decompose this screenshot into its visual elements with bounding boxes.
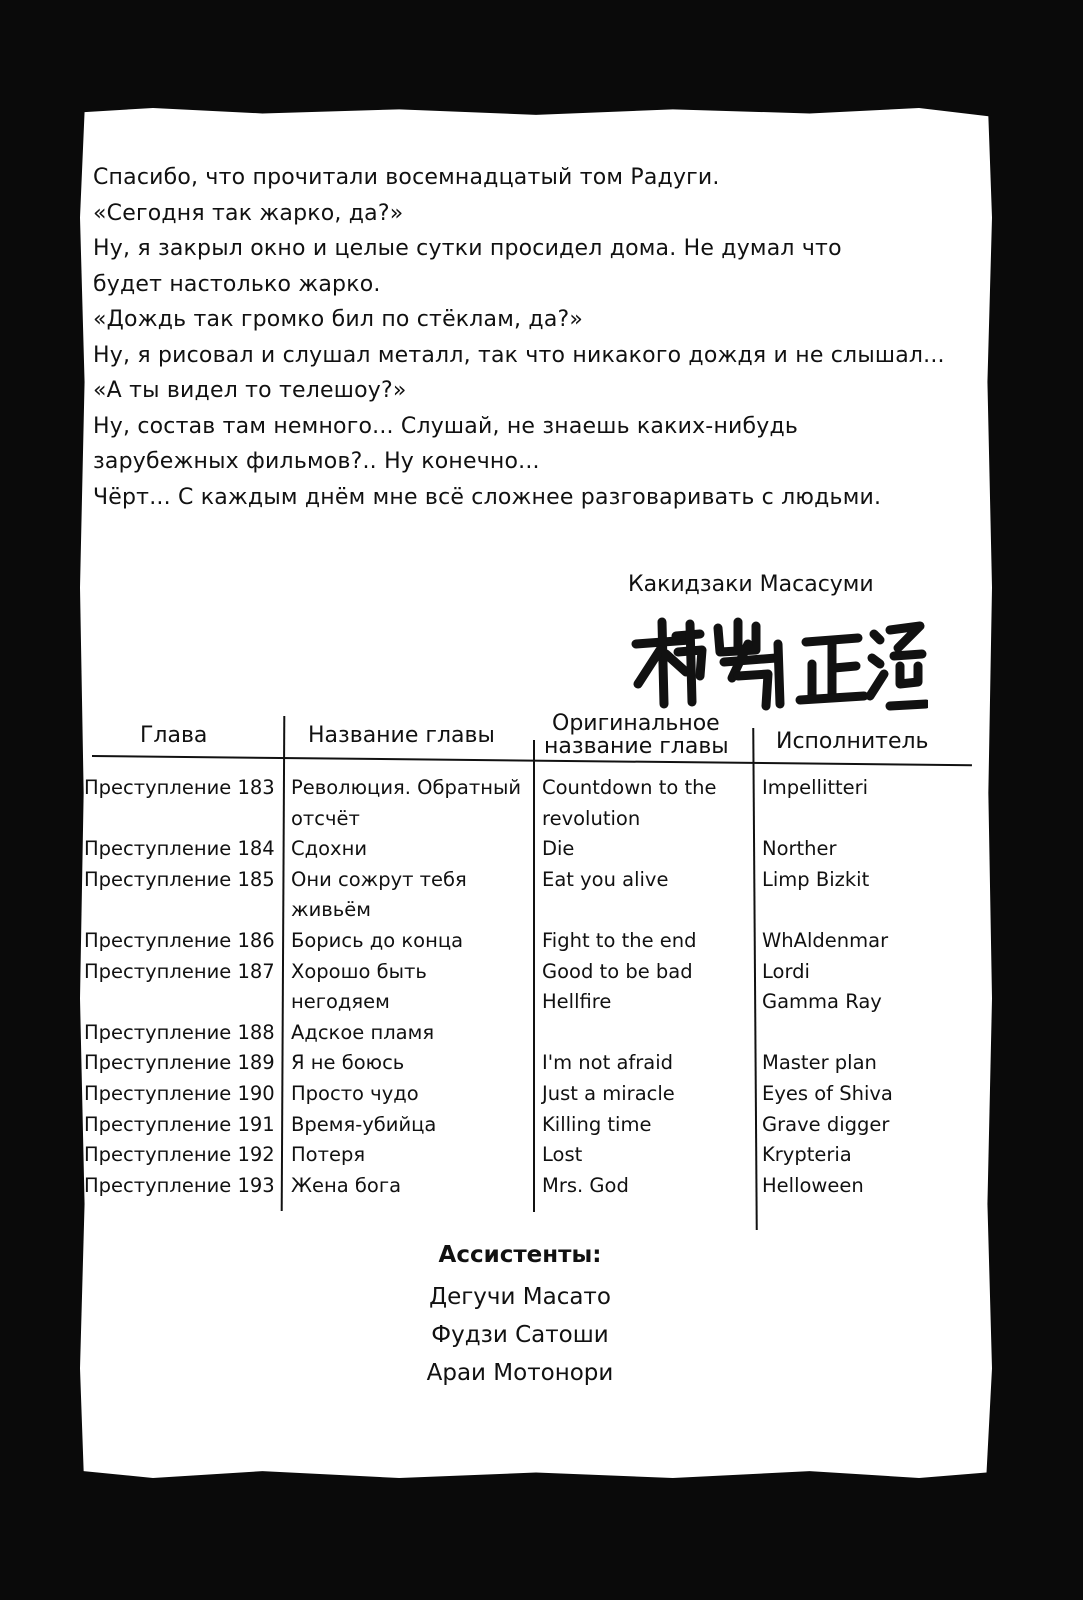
message-line: «А ты видел то телешоу?» [93, 378, 407, 403]
table-cell: Impellitteri [762, 776, 869, 799]
table-cell: Борись до конца [291, 928, 464, 952]
signature-kanji-brush [628, 614, 928, 714]
assistant-name: Араи Мотонори [426, 1360, 614, 1386]
table-cell: Они сожрут тебя [291, 867, 467, 891]
header-original-line2: название главы [544, 734, 729, 759]
table-cell: Fight to the end [542, 928, 697, 952]
title-column [291, 773, 521, 1201]
table-cell [84, 895, 275, 926]
table-cell: Преступление 191 [84, 1112, 275, 1136]
table-cell: Хорошо быть [291, 959, 427, 983]
table-cell [542, 1018, 717, 1049]
assistants-heading: Ассистенты: [438, 1242, 602, 1268]
message-line: Спасибо, что прочитали восемнадцатый том Радуги. [93, 165, 720, 190]
table-cell: Die [542, 837, 575, 861]
afterword-message [93, 160, 993, 515]
message-line: «Дождь так громко бил по стёклам, да?» [93, 307, 584, 332]
message-line: Ну, я рисовал и слушал металл, так что никакого дождя и не слышал... [93, 342, 945, 368]
table-cell: Сдохни [291, 837, 367, 861]
artist-column [762, 773, 893, 1201]
message-line: зарубежных фильмов?.. Ну конечно... [93, 449, 540, 474]
table-cell: Eat you alive [542, 867, 669, 891]
table-cell: Helloween [762, 1173, 864, 1197]
table-cell: Жена бога [291, 1173, 402, 1197]
table-cell: Hellfire [542, 990, 612, 1014]
table-cell: Преступление 192 [84, 1143, 275, 1167]
table-cell: Norther [762, 837, 837, 861]
table-cell: Lordi [762, 959, 810, 983]
message-line: «Сегодня так жарко, да?» [93, 200, 404, 226]
table-cell [84, 987, 275, 1018]
table-cell: Grave digger [762, 1112, 890, 1136]
message-line: Ну, я закрыл окно и целые сутки просидел дома. Не думал что [93, 236, 842, 261]
table-cell: Gamma Ray [762, 990, 882, 1014]
assistant-name: Фудзи Сатоши [431, 1322, 609, 1348]
header-title: Название главы [308, 723, 495, 748]
table-cell: Преступление 186 [84, 928, 275, 952]
table-cell [762, 1018, 893, 1049]
header-original-line1: Оригинальное [552, 711, 720, 736]
table-cell: Countdown to the [542, 776, 717, 799]
table-cell: Преступление 189 [84, 1051, 275, 1075]
original-title-column [542, 773, 717, 1201]
table-cell: Преступление 183 [84, 776, 275, 799]
table-cell [84, 804, 275, 835]
table-cell: Lost [542, 1143, 583, 1167]
table-cell: Преступление 190 [84, 1081, 275, 1105]
header-chapter: Глава [140, 723, 208, 748]
chapter-column [84, 773, 275, 1201]
table-cell: Mrs. God [542, 1173, 629, 1197]
table-cell [762, 895, 893, 926]
table-cell: Master plan [762, 1051, 877, 1075]
table-cell: отсчёт [291, 806, 360, 830]
table-cell: Время-убийца [291, 1112, 437, 1136]
message-line: Чёрт... С каждым днём мне всё сложнее разговаривать с людьми. [93, 484, 882, 510]
assistants-list [0, 1278, 1040, 1392]
table-cell: Адское пламя [291, 1020, 435, 1044]
table-cell [762, 804, 893, 835]
table-cell [542, 895, 717, 926]
table-cell: Преступление 185 [84, 867, 275, 891]
table-cell: Killing time [542, 1112, 652, 1136]
table-cell: Преступление 193 [84, 1173, 275, 1197]
table-cell: Преступление 184 [84, 837, 275, 861]
table-cell: Just a miracle [542, 1081, 675, 1105]
header-artist: Исполнитель [776, 729, 929, 754]
table-cell: живьём [291, 898, 371, 922]
table-cell: Я не боюсь [291, 1051, 405, 1075]
message-line: Ну, состав там немного... Слушай, не знаешь каких-нибудь [93, 413, 799, 439]
table-cell: Просто чудо [291, 1081, 419, 1105]
table-cell: revolution [542, 806, 641, 830]
table-cell: Krypteria [762, 1143, 852, 1167]
table-cell: I'm not afraid [542, 1051, 674, 1075]
author-name: Какидзаки Масасуми [628, 572, 874, 597]
table-cell: Преступление 188 [84, 1020, 275, 1044]
message-line: будет настолько жарко. [93, 271, 381, 297]
table-cell: Потеря [291, 1143, 366, 1167]
table-cell: WhAldenmar [762, 928, 889, 952]
table-cell: Good to be bad [542, 959, 693, 983]
table-cell: негодяем [291, 990, 390, 1014]
table-cell: Преступление 187 [84, 959, 275, 983]
table-cell: Eyes of Shiva [762, 1081, 893, 1105]
assistant-name: Дегучи Масато [429, 1284, 611, 1310]
table-cell: Limp Bizkit [762, 867, 870, 891]
column-divider [533, 740, 535, 1212]
table-cell: Революция. Обратный [291, 776, 522, 799]
